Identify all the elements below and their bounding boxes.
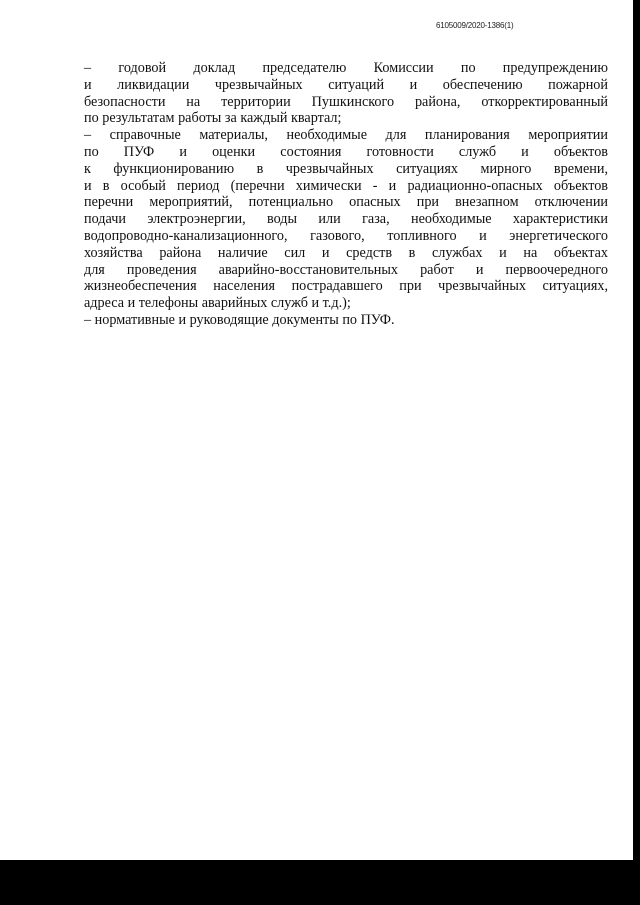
text-line: водопроводно-канализационного, газового, топливного и энергетического (84, 227, 608, 244)
text-line: к функционированию в чрезвычайных ситуациях мирного времени, (84, 160, 608, 177)
paragraph-normative-documents (84, 312, 608, 329)
paragraph-annual-report (84, 60, 608, 127)
text-line: по результатам работы за каждый квартал; (84, 110, 342, 127)
text-line: – годовой доклад председателю Комиссии по предупреждению (84, 60, 608, 76)
text-line: по ПУФ и оценки состояния готовности служб и объектов (84, 143, 608, 160)
text-line: адреса и телефоны аварийных служб и т.д.); (84, 295, 351, 312)
text-line: подачи электроэнергии, воды или газа, необходимые характеристики (84, 211, 608, 228)
text-line: для проведения аварийно-восстановительных работ и первоочередного (84, 261, 608, 278)
text-line: – нормативные и руководящие документы по ПУФ. (84, 311, 395, 328)
document-id: 6105009/2020-1386(1) (436, 21, 514, 30)
text-line: хозяйства района наличие сил и средств в службах и на объектах (84, 244, 608, 261)
text-line: безопасности на территории Пушкинского района, откорректированный (84, 93, 608, 110)
text-line: и в особый период (перечни химически - и радиационно-опасных объектов (84, 177, 608, 194)
text-line: и ликвидации чрезвычайных ситуаций и обеспечению пожарной (84, 76, 608, 93)
text-line: перечни мероприятий, потенциально опасных при внезапном отключении (84, 194, 608, 211)
text-line: – справочные материалы, необходимые для планирования мероприятии (84, 127, 608, 144)
paragraph-reference-materials (84, 127, 608, 312)
text-line: жизнеобеспечения населения пострадавшего при чрезвычайных ситуациях, (84, 278, 608, 295)
document-body (84, 60, 608, 329)
